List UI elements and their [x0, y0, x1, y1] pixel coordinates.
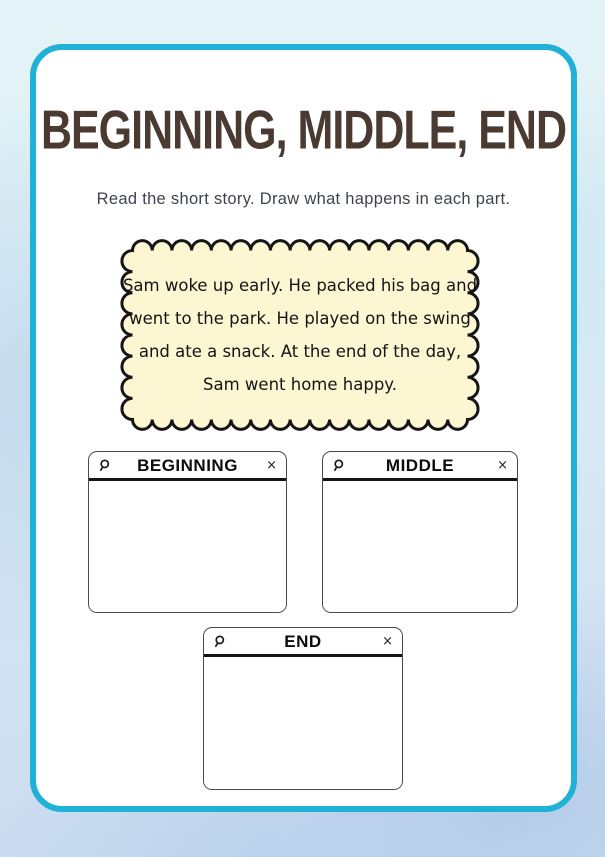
- close-icon: ×: [266, 457, 277, 473]
- middle-drawing-area: [323, 481, 517, 612]
- story-line: Sam went home happy.: [203, 375, 397, 394]
- beginning-drawing-box: [88, 451, 287, 613]
- middle-box-header: [323, 452, 517, 481]
- beginning-drawing-area: [89, 481, 286, 612]
- story-line: and ate a snack. At the end of the day,: [138, 342, 462, 361]
- close-icon: ×: [382, 633, 393, 649]
- search-icon: [98, 459, 111, 472]
- search-icon: [332, 459, 345, 472]
- middle-box-label: MIDDLE: [385, 456, 455, 475]
- story-box: [120, 238, 480, 432]
- end-drawing-area: [204, 657, 402, 789]
- story-line: Sam woke up early. He packed his bag and: [122, 276, 478, 295]
- beginning-box-label: BEGINNING: [137, 456, 238, 475]
- page-title: BEGINNING, MIDDLE, END: [40, 100, 567, 162]
- beginning-box-header: [89, 452, 286, 481]
- worksheet-card: [30, 44, 577, 812]
- story-text: [122, 238, 478, 432]
- end-drawing-box: [203, 627, 403, 790]
- end-box-label: END: [284, 632, 322, 651]
- end-box-header: [204, 628, 402, 657]
- story-line: went to the park. He played on the swing: [129, 309, 471, 328]
- instructions-text: Read the short story. Draw what happens in each part.: [96, 190, 511, 208]
- search-icon: [213, 635, 226, 648]
- middle-drawing-box: [322, 451, 518, 613]
- close-icon: ×: [497, 457, 508, 473]
